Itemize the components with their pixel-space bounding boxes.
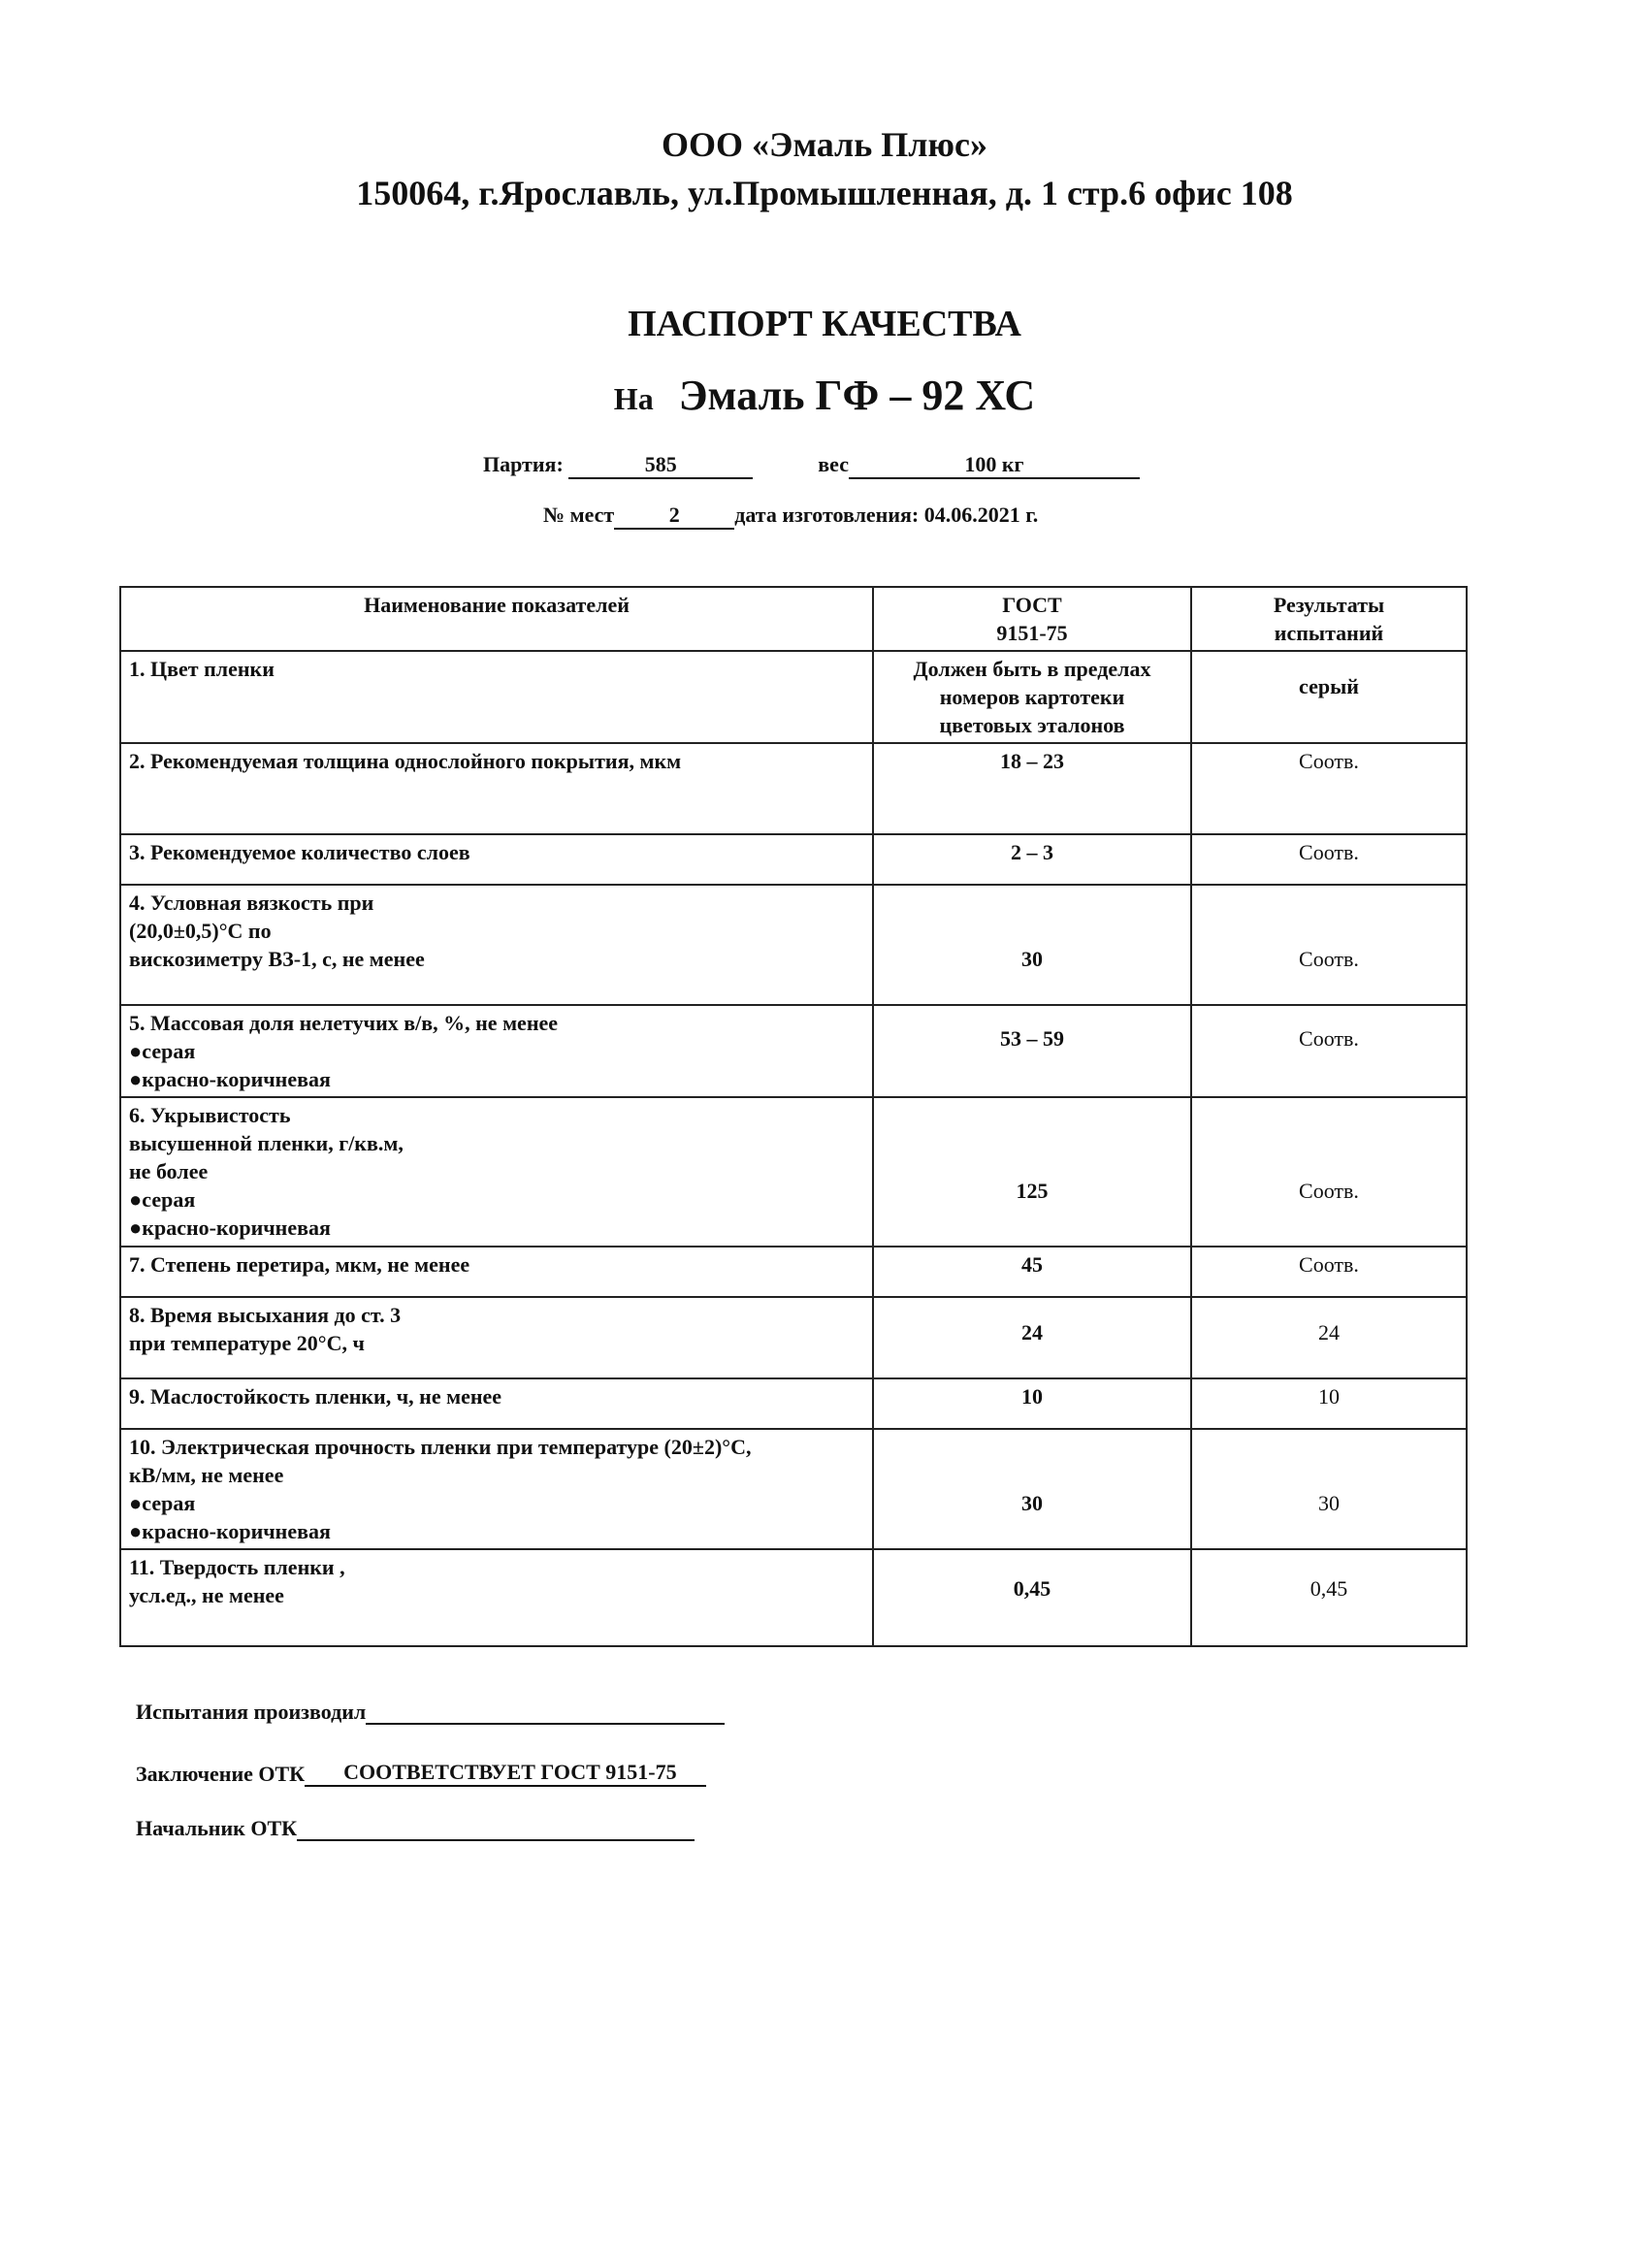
gost-requirement	[873, 1429, 1191, 1549]
indicator-name	[120, 651, 873, 743]
indicator-name-line: 7. Степень перетира, мкм, не менее	[129, 1252, 470, 1277]
gost-requirement-line: 18 – 23	[1000, 749, 1064, 773]
indicator-name-line: ●красно-коричневая	[129, 1067, 331, 1091]
header-gost: ГОСТ 9151-75	[873, 587, 1191, 651]
table-row	[120, 1429, 1467, 1549]
test-result	[1191, 885, 1467, 1005]
test-result	[1191, 1097, 1467, 1247]
table-header-row	[120, 587, 1467, 651]
gost-requirement	[873, 1378, 1191, 1429]
indicator-name-line: 8. Время высыхания до ст. 3	[129, 1303, 402, 1327]
table-row	[120, 1297, 1467, 1378]
test-result-value: 0,45	[1310, 1576, 1348, 1601]
test-result	[1191, 1429, 1467, 1549]
indicator-name	[120, 1549, 873, 1646]
indicator-name-line: 5. Массовая доля нелетучих в/в, %, не менее	[129, 1011, 559, 1035]
gost-requirement	[873, 743, 1191, 834]
batch-weight-line	[483, 452, 1140, 479]
document-title: ПАСПОРТ КАЧЕСТВА	[628, 304, 1021, 344]
table-row	[120, 834, 1467, 885]
manufacture-date: дата изготовления: 04.06.2021 г.	[734, 502, 1039, 527]
company-address: 150064, г.Ярославль, ул.Промышленная, д. 1 стр.6 офис 108	[356, 174, 1293, 212]
indicator-name-line: вискозиметру ВЗ-1, с, не менее	[129, 947, 425, 971]
test-result	[1191, 1549, 1467, 1646]
indicator-name-line: 3. Рекомендуемое количество слоев	[129, 840, 470, 864]
gost-requirement-line: цветовых эталонов	[939, 713, 1125, 737]
product-name: Эмаль ГФ – 92 ХС	[678, 372, 1036, 419]
test-result-value: 24	[1318, 1320, 1340, 1345]
weight-label: вес	[818, 452, 849, 476]
gost-requirement	[873, 1247, 1191, 1297]
indicator-name-line: ●серая	[129, 1039, 196, 1063]
conclusion-label: Заключение ОТК	[136, 1762, 306, 1786]
indicator-name-line: 6. Укрывистость	[129, 1103, 291, 1127]
batch-label: Партия:	[483, 452, 564, 476]
gost-requirement	[873, 834, 1191, 885]
table-row	[120, 1097, 1467, 1247]
quality-table	[119, 586, 1468, 1647]
gost-requirement-line: 125	[1016, 1179, 1049, 1203]
gost-requirement-line: 53 – 59	[1000, 1026, 1064, 1051]
test-result-value: Соотв.	[1299, 947, 1359, 971]
indicator-name-line: (20,0±0,5)°С по	[129, 919, 272, 943]
chief-line	[136, 1814, 695, 1841]
indicator-name	[120, 1005, 873, 1097]
product-prefix: На	[613, 381, 654, 416]
indicator-name-line: ●серая	[129, 1187, 196, 1212]
chief-signature-blank	[297, 1814, 695, 1841]
table-row	[120, 743, 1467, 834]
indicator-name-line: усл.ед., не менее	[129, 1583, 284, 1607]
gost-requirement	[873, 885, 1191, 1005]
test-result-value: 30	[1318, 1491, 1340, 1515]
indicator-name-line: 1. Цвет пленки	[129, 657, 275, 681]
table-row	[120, 1378, 1467, 1429]
company-name: ООО «Эмаль Плюс»	[662, 125, 987, 164]
test-result-value: Соотв.	[1299, 1179, 1359, 1203]
table-row	[120, 1549, 1467, 1646]
chief-label: Начальник ОТК	[136, 1816, 298, 1840]
test-result	[1191, 743, 1467, 834]
places-date-line	[543, 502, 1038, 530]
test-result-value: Соотв.	[1299, 749, 1359, 773]
conclusion-line	[136, 1760, 706, 1787]
gost-requirement	[873, 1097, 1191, 1247]
gost-requirement-line: 0,45	[1013, 1576, 1051, 1601]
weight-value: 100 кг	[849, 452, 1140, 479]
indicator-name	[120, 743, 873, 834]
gost-requirement	[873, 1549, 1191, 1646]
gost-requirement-line: 30	[1021, 947, 1043, 971]
places-value: 2	[614, 502, 734, 530]
indicator-name	[120, 1247, 873, 1297]
test-result	[1191, 1005, 1467, 1097]
batch-value: 585	[568, 452, 753, 479]
indicator-name	[120, 834, 873, 885]
test-result	[1191, 651, 1467, 743]
test-result-value: 10	[1318, 1384, 1340, 1409]
gost-requirement	[873, 651, 1191, 743]
indicator-name-line: не более	[129, 1159, 209, 1183]
indicator-name	[120, 1097, 873, 1247]
indicator-name-line: кВ/мм, не менее	[129, 1463, 284, 1487]
places-label: № мест	[543, 502, 615, 527]
gost-requirement-line: номеров картотеки	[939, 685, 1125, 709]
indicator-name	[120, 1429, 873, 1549]
indicator-name	[120, 885, 873, 1005]
gost-requirement-line: 30	[1021, 1491, 1043, 1515]
test-result-value: Соотв.	[1299, 840, 1359, 864]
indicator-name-line: ●красно-коричневая	[129, 1519, 331, 1543]
gost-requirement	[873, 1005, 1191, 1097]
test-result	[1191, 1247, 1467, 1297]
test-result-value: Соотв.	[1299, 1026, 1359, 1051]
indicator-name-line: высушенной пленки, г/кв.м,	[129, 1131, 404, 1155]
test-result	[1191, 1378, 1467, 1429]
table-row	[120, 651, 1467, 743]
indicator-name-line: 4. Условная вязкость при	[129, 891, 374, 915]
gost-requirement-line: Должен быть в пределах	[913, 657, 1151, 681]
gost-requirement-line: 24	[1021, 1320, 1043, 1345]
indicator-name-line: ●красно-коричневая	[129, 1215, 331, 1240]
test-result-value: серый	[1299, 674, 1359, 698]
table-row	[120, 1247, 1467, 1297]
header-indicator-name: Наименование показателей	[120, 587, 873, 651]
test-result	[1191, 1297, 1467, 1378]
gost-requirement-line: 45	[1021, 1252, 1043, 1277]
test-result	[1191, 834, 1467, 885]
indicator-name	[120, 1297, 873, 1378]
product-line	[0, 371, 1649, 420]
gost-requirement	[873, 1297, 1191, 1378]
indicator-name-line: 10. Электрическая прочность пленки при температуре (20±2)°С,	[129, 1435, 752, 1459]
tested-by-line	[136, 1698, 725, 1725]
indicator-name-line: при температуре 20°С, ч	[129, 1331, 365, 1355]
table-row	[120, 885, 1467, 1005]
test-result-value: Соотв.	[1299, 1252, 1359, 1277]
indicator-name-line: ●серая	[129, 1491, 196, 1515]
gost-requirement-line: 10	[1021, 1384, 1043, 1409]
conclusion-value: СООТВЕТСТВУЕТ ГОСТ 9151-75	[305, 1760, 705, 1787]
indicator-name-line: 9. Маслостойкость пленки, ч, не менее	[129, 1384, 502, 1409]
indicator-name-line: 2. Рекомендуемая толщина однослойного покрытия, мкм	[129, 749, 682, 773]
indicator-name	[120, 1378, 873, 1429]
indicator-name-line: 11. Твердость пленки ,	[129, 1555, 345, 1579]
header-results: Результаты испытаний	[1191, 587, 1467, 651]
gost-requirement-line: 2 – 3	[1011, 840, 1053, 864]
tested-by-signature-blank	[366, 1698, 725, 1725]
tested-by-label: Испытания производил	[136, 1700, 367, 1724]
table-row	[120, 1005, 1467, 1097]
